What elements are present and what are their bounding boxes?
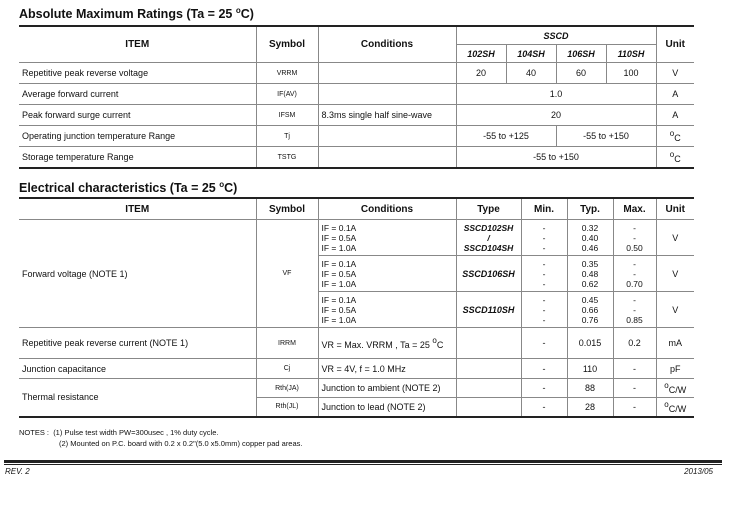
min-line: - [542,268,546,279]
abs-item: Operating junction temperature Range [19,126,256,147]
abs-row-tstg [19,147,694,169]
elec-max: 0.2 [613,328,656,359]
unit-text: C/W [668,385,687,395]
elec-item: Thermal resistance [19,379,256,417]
note-1-text: (1) Pulse test width PW=300usec , 1% duty cycle. [53,428,219,437]
min-line: - [542,278,546,289]
notes [19,427,303,449]
fv-max [613,256,656,292]
typ-line: 0.46 [581,242,599,253]
elec-row-cj [19,359,694,379]
elec-symbol: Rth(JA) [256,379,318,398]
abs-conditions [318,63,456,84]
unit-text: C [674,133,681,143]
fv-conditions [318,220,456,256]
notes-label: NOTES : [19,428,50,437]
elec-header-typ: Typ. [567,198,613,220]
abs-value: 40 [506,63,556,84]
elec-symbol: Rth(JL) [256,398,318,417]
condition-line: IF = 0.5A [321,268,357,279]
abs-unit [656,126,694,147]
elec-max: - [613,359,656,379]
footer-rule [4,460,722,463]
fv-unit: V [656,220,694,256]
typ-line: 0.32 [581,222,599,233]
elec-unit: pF [656,359,694,379]
condition-line: IF = 0.5A [321,304,357,315]
note-1 [19,427,303,438]
abs-title-text: Absolute Maximum Ratings (Ta = 25 [19,7,236,21]
elec-max: - [613,379,656,398]
elec-type [456,328,521,359]
elec-symbol: IRRM [256,328,318,359]
note-2: (2) Mounted on P.C. board with 0.2 x 0.2"(5.0 x5.0mm) copper pad areas. [59,439,303,448]
abs-type-110sh: 110SH [606,45,656,63]
elec-conditions: Junction to lead (NOTE 2) [318,398,456,417]
abs-header-group: SSCD [456,26,656,45]
abs-header-symbol: Symbol [256,26,318,63]
abs-unit [656,147,694,169]
fv-group-1 [19,220,694,256]
abs-type-102sh: 102SH [456,45,506,63]
typ-line: 0.40 [581,232,599,243]
fv-unit: V [656,256,694,292]
abs-symbol: VRRM [256,63,318,84]
type-line: / [487,232,490,243]
condition-line: IF = 0.1A [321,222,357,233]
abs-unit: V [656,63,694,84]
fv-type: SSCD106SH [456,256,521,292]
abs-conditions [318,126,456,147]
unit-text: C [674,154,681,164]
abs-symbol: IF(AV) [256,84,318,105]
elec-header-symbol: Symbol [256,198,318,220]
elec-conditions: Junction to ambient (NOTE 2) [318,379,456,398]
abs-type-104sh: 104SH [506,45,556,63]
elec-typ: 110 [567,359,613,379]
revision: REV. 2 [5,467,30,476]
type-line: SSCD102SH [463,222,514,233]
fv-min [521,292,567,328]
elec-title-degree: o [219,180,225,189]
elec-conditions: VR = 4V, f = 1.0 MHz [318,359,456,379]
abs-row-vrrm [19,63,694,84]
abs-symbol: TSTG [256,147,318,169]
elec-title-end: C) [224,181,238,195]
elec-header-item: ITEM [19,198,256,220]
elec-min: - [521,328,567,359]
condition-line: IF = 0.1A [321,294,357,305]
elec-min: - [521,359,567,379]
min-line: - [542,222,546,233]
elec-unit: mA [656,328,694,359]
max-line: - [633,304,636,315]
elec-min: - [521,398,567,417]
abs-symbol: IFSM [256,105,318,126]
elec-type [456,359,521,379]
elec-title-text: Electrical characteristics (Ta = 25 [19,181,220,195]
degree-mark: o [432,336,437,345]
fv-symbol: VF [256,220,318,328]
fv-item: Forward voltage (NOTE 1) [19,220,256,328]
elec-header-min: Min. [521,198,567,220]
elec-conditions [318,328,456,359]
elec-row-irrm [19,328,694,359]
max-line: - [633,258,636,269]
elec-symbol: Cj [256,359,318,379]
abs-header-unit: Unit [656,26,694,63]
condition-line: IF = 1.0A [321,278,357,289]
elec-unit [656,379,694,398]
elec-typ: 28 [567,398,613,417]
abs-symbol: Tj [256,126,318,147]
abs-value: -55 to +150 [556,126,656,147]
revision-date: 2013/05 [684,467,713,476]
elec-item: Junction capacitance [19,359,256,379]
abs-header-item: ITEM [19,26,256,63]
elec-row-rth-ja [19,379,694,398]
fv-min [521,256,567,292]
conditions-end: C [436,340,444,350]
max-line: - [633,222,636,233]
abs-item: Average forward current [19,84,256,105]
abs-value: 100 [606,63,656,84]
abs-value: 60 [556,63,606,84]
condition-line: IF = 1.0A [321,314,357,325]
elec-header-unit: Unit [656,198,694,220]
typ-line: 0.35 [581,258,599,269]
fv-unit: V [656,292,694,328]
max-line: 0.50 [626,242,643,253]
typ-line: 0.62 [581,278,599,289]
fv-conditions [318,256,456,292]
fv-typ [567,256,613,292]
unit-text: C/W [668,403,687,414]
abs-row-ifav [19,84,694,105]
elec-header-max: Max. [613,198,656,220]
abs-header-conditions: Conditions [318,26,456,63]
degree-mark: o [669,150,675,159]
abs-unit: A [656,105,694,126]
min-line: - [542,304,546,315]
abs-row-tj [19,126,694,147]
abs-item: Peak forward surge current [19,105,256,126]
abs-value: 1.0 [456,84,656,105]
typ-line: 0.48 [581,268,599,279]
fv-conditions [318,292,456,328]
max-line: - [633,232,636,243]
elec-min: - [521,379,567,398]
min-line: - [542,258,546,269]
max-line: - [633,268,636,279]
abs-item: Repetitive peak reverse voltage [19,63,256,84]
abs-value: -55 to +150 [456,147,656,169]
elec-item: Repetitive peak reverse current (NOTE 1) [19,328,256,359]
fv-type [456,220,521,256]
degree-mark: o [664,381,669,390]
fv-typ [567,292,613,328]
min-line: - [542,314,546,325]
elec-char-table [19,197,694,418]
elec-unit [656,398,694,417]
max-line: 0.85 [626,314,643,325]
max-line: 0.70 [626,278,643,289]
degree-mark: o [664,399,669,409]
abs-conditions [318,84,456,105]
elec-type [456,398,521,417]
elec-header-conditions: Conditions [318,198,456,220]
elec-typ: 0.015 [567,328,613,359]
condition-line: IF = 0.1A [321,258,357,269]
footer-rule-thin [4,464,722,465]
max-line: - [633,294,636,305]
conditions-text: VR = Max. VRRM , Ta = 25 [321,340,433,350]
abs-unit: A [656,84,694,105]
abs-conditions: 8.3ms single half sine-wave [318,105,456,126]
fv-min [521,220,567,256]
fv-max [613,292,656,328]
min-line: - [542,242,546,253]
abs-item: Storage temperature Range [19,147,256,169]
condition-line: IF = 0.5A [321,232,357,243]
abs-max-table [19,25,694,169]
min-line: - [542,294,546,305]
min-line: - [542,232,546,243]
abs-max-title [19,6,254,21]
fv-typ [567,220,613,256]
abs-value: -55 to +125 [456,126,556,147]
abs-title-end: C) [240,7,254,21]
fv-type: SSCD110SH [456,292,521,328]
condition-line: IF = 1.0A [321,242,357,253]
abs-type-106sh: 106SH [556,45,606,63]
typ-line: 0.76 [581,314,599,325]
degree-mark: o [669,129,675,138]
abs-value: 20 [456,105,656,126]
elec-char-title [19,180,237,195]
abs-title-degree: o [235,6,241,15]
fv-max [613,220,656,256]
elec-typ: 88 [567,379,613,398]
elec-max: - [613,398,656,417]
typ-line: 0.66 [581,304,599,315]
abs-conditions [318,147,456,169]
elec-header-type: Type [456,198,521,220]
type-line: SSCD104SH [463,242,514,253]
typ-line: 0.45 [581,294,599,305]
elec-type [456,379,521,398]
abs-row-ifsm [19,105,694,126]
abs-value: 20 [456,63,506,84]
